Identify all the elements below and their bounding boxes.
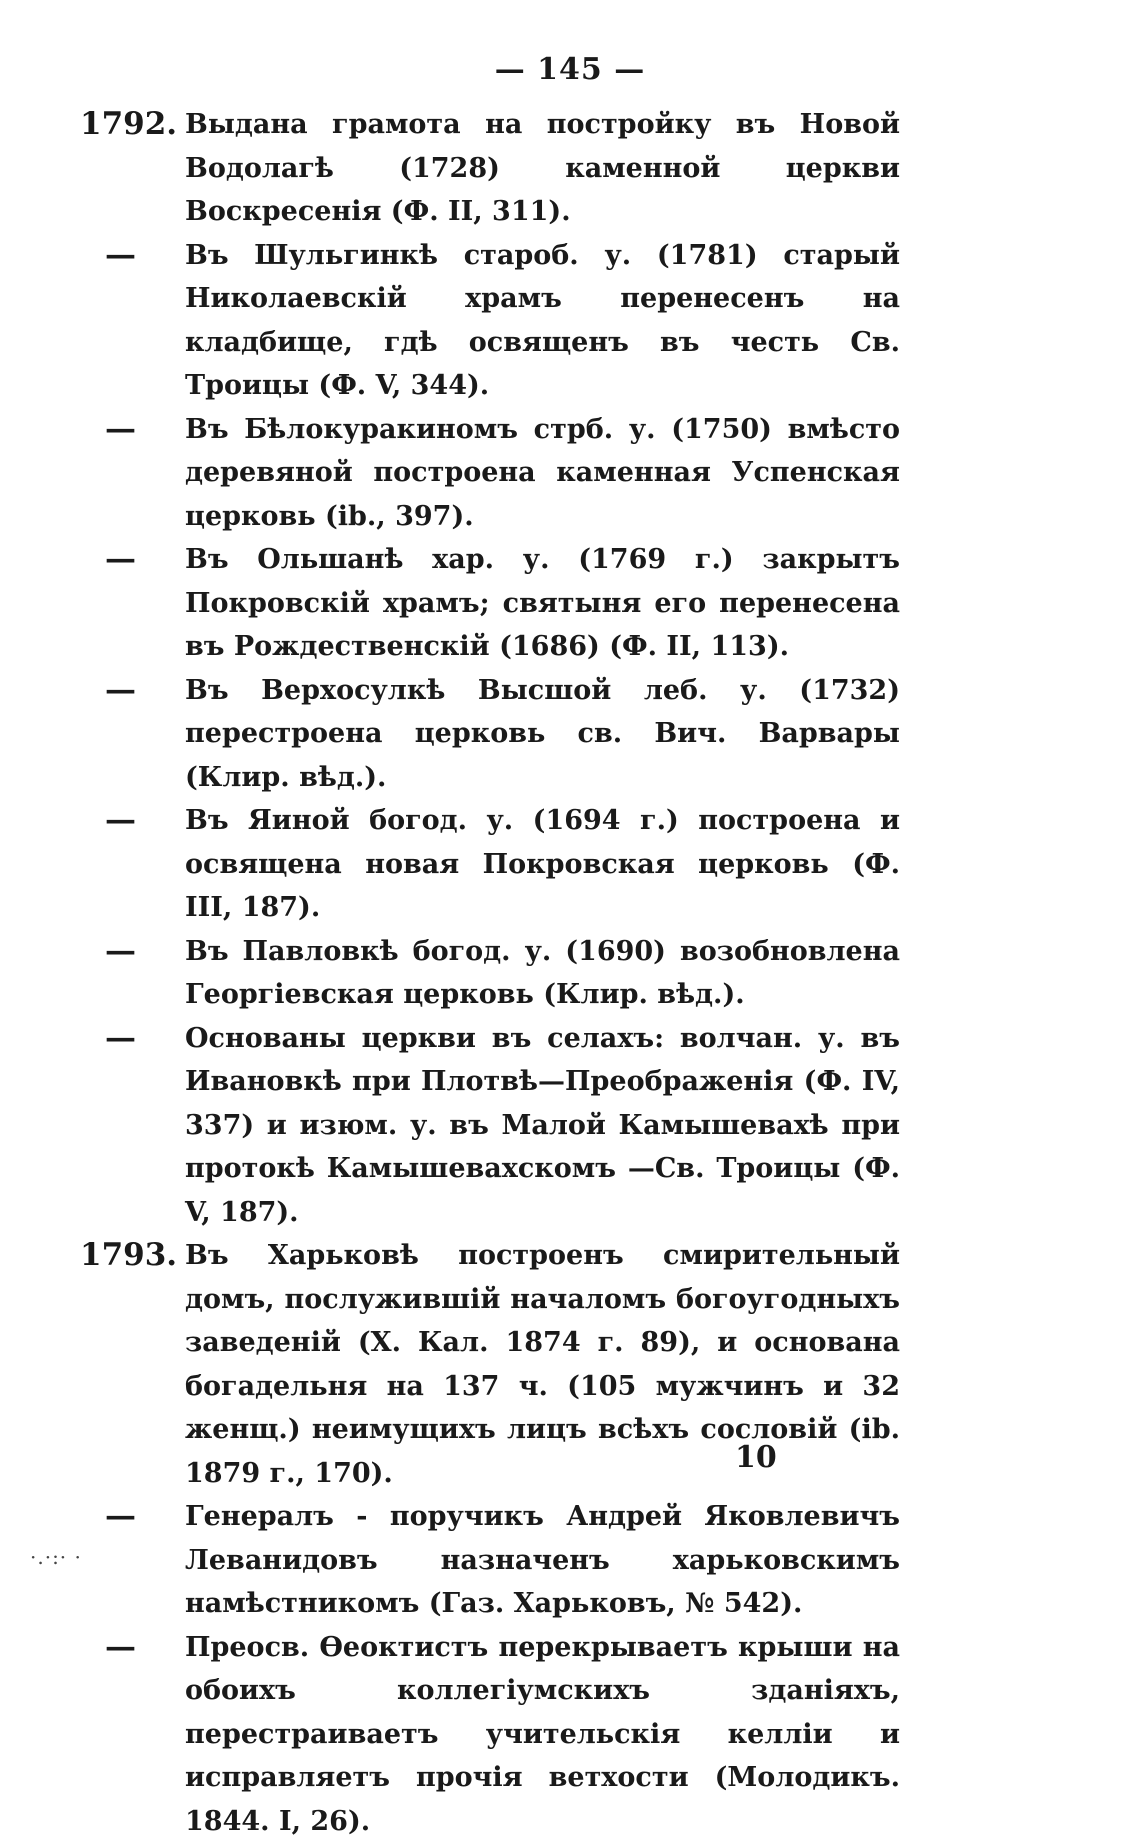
chronicle-entry (0, 538, 1140, 669)
chronicle-entry (0, 1495, 1140, 1626)
entry-dash: — (105, 799, 205, 843)
chronicle-entry (0, 1017, 1140, 1235)
entry-text: Въ Павловкѣ богод. у. (1690) возобновлена Георгіевская церковь (Клир. вѣд.). (185, 930, 900, 1017)
entry-text: Въ Бѣлокуракиномъ стрб. у. (1750) вмѣсто деревяной построена каменная Успенская церковь (ib., 397). (185, 408, 900, 539)
chronicle-entry (0, 408, 1140, 539)
entry-year: 1793. (80, 1234, 180, 1278)
printer-signature-mark: 10 (735, 1440, 777, 1475)
chronicle-entry (0, 1234, 1140, 1495)
chronicle-entry (0, 103, 1140, 234)
entry-dash: — (105, 1495, 205, 1539)
entry-text: Въ Харьковѣ построенъ смирительный домъ, послужившій началомъ богоугодныхъ заведеній (Х. Кал. 1874 г. 89), и основана богадельня на 137 ч. (105 мужчинъ и 32 женщ.) неимущихъ лицъ всѣхъ сословій (ib. 1879 г., 170). (185, 1234, 900, 1495)
chronicle-entry (0, 799, 1140, 930)
entry-dash: — (105, 1626, 205, 1670)
entry-dash: — (105, 408, 205, 452)
print-specks-decoration: ·.·:· · (30, 1545, 82, 1569)
chronicle-entry (0, 1626, 1140, 1843)
chronicle-entry (0, 930, 1140, 1017)
entry-text: Преосв. Ѳеоктистъ перекрываетъ крыши на обоихъ коллегіумскихъ зданіяхъ, перестраиваетъ учительскія келліи и исправляетъ прочія ветхости (Молодикъ. 1844. I, 26). (185, 1626, 900, 1843)
chronicle-entries (0, 103, 1140, 1843)
entry-text: Выдана грамота на постройку въ Новой Водолагѣ (1728) каменной церкви Воскресенія (Ф. II, 311). (185, 103, 900, 234)
chronicle-entry (0, 234, 1140, 408)
page-number: — 145 — (0, 52, 1140, 87)
entry-text: Въ Верхосулкѣ Высшой леб. у. (1732) перестроена церковь св. Вич. Варвары (Клир. вѣд.). (185, 669, 900, 800)
entry-text: Основаны церкви въ селахъ: волчан. у. въ Ивановкѣ при Плотвѣ—Преображенія (Ф. IV, 337) и изюм. у. въ Малой Камышевахѣ при протокѣ Камышевахскомъ —Св. Троицы (Ф. V, 187). (185, 1017, 900, 1235)
entry-dash: — (105, 669, 205, 713)
chronicle-entry (0, 669, 1140, 800)
entry-text: Въ Яиной богод. у. (1694 г.) построена и освящена новая Покровская церковь (Ф. III, 187). (185, 799, 900, 930)
entry-text: Въ Ольшанѣ хар. у. (1769 г.) закрытъ Покровскій храмъ; святыня его перенесена въ Рождественскій (1686) (Ф. II, 113). (185, 538, 900, 669)
entry-dash: — (105, 930, 205, 974)
entry-text: Генералъ - поручикъ Андрей Яковлевичъ Леванидовъ назначенъ харьковскимъ намѣстникомъ (Газ. Харьковъ, № 542). (185, 1495, 900, 1626)
entry-dash: — (105, 234, 205, 278)
entry-text: Въ Шульгинкѣ староб. у. (1781) старый Николаевскій храмъ перенесенъ на кладбище, гдѣ освященъ въ честь Св. Троицы (Ф. V, 344). (185, 234, 900, 408)
entry-dash: — (105, 538, 205, 582)
entry-dash: — (105, 1017, 205, 1061)
entry-year: 1792. (80, 103, 180, 147)
